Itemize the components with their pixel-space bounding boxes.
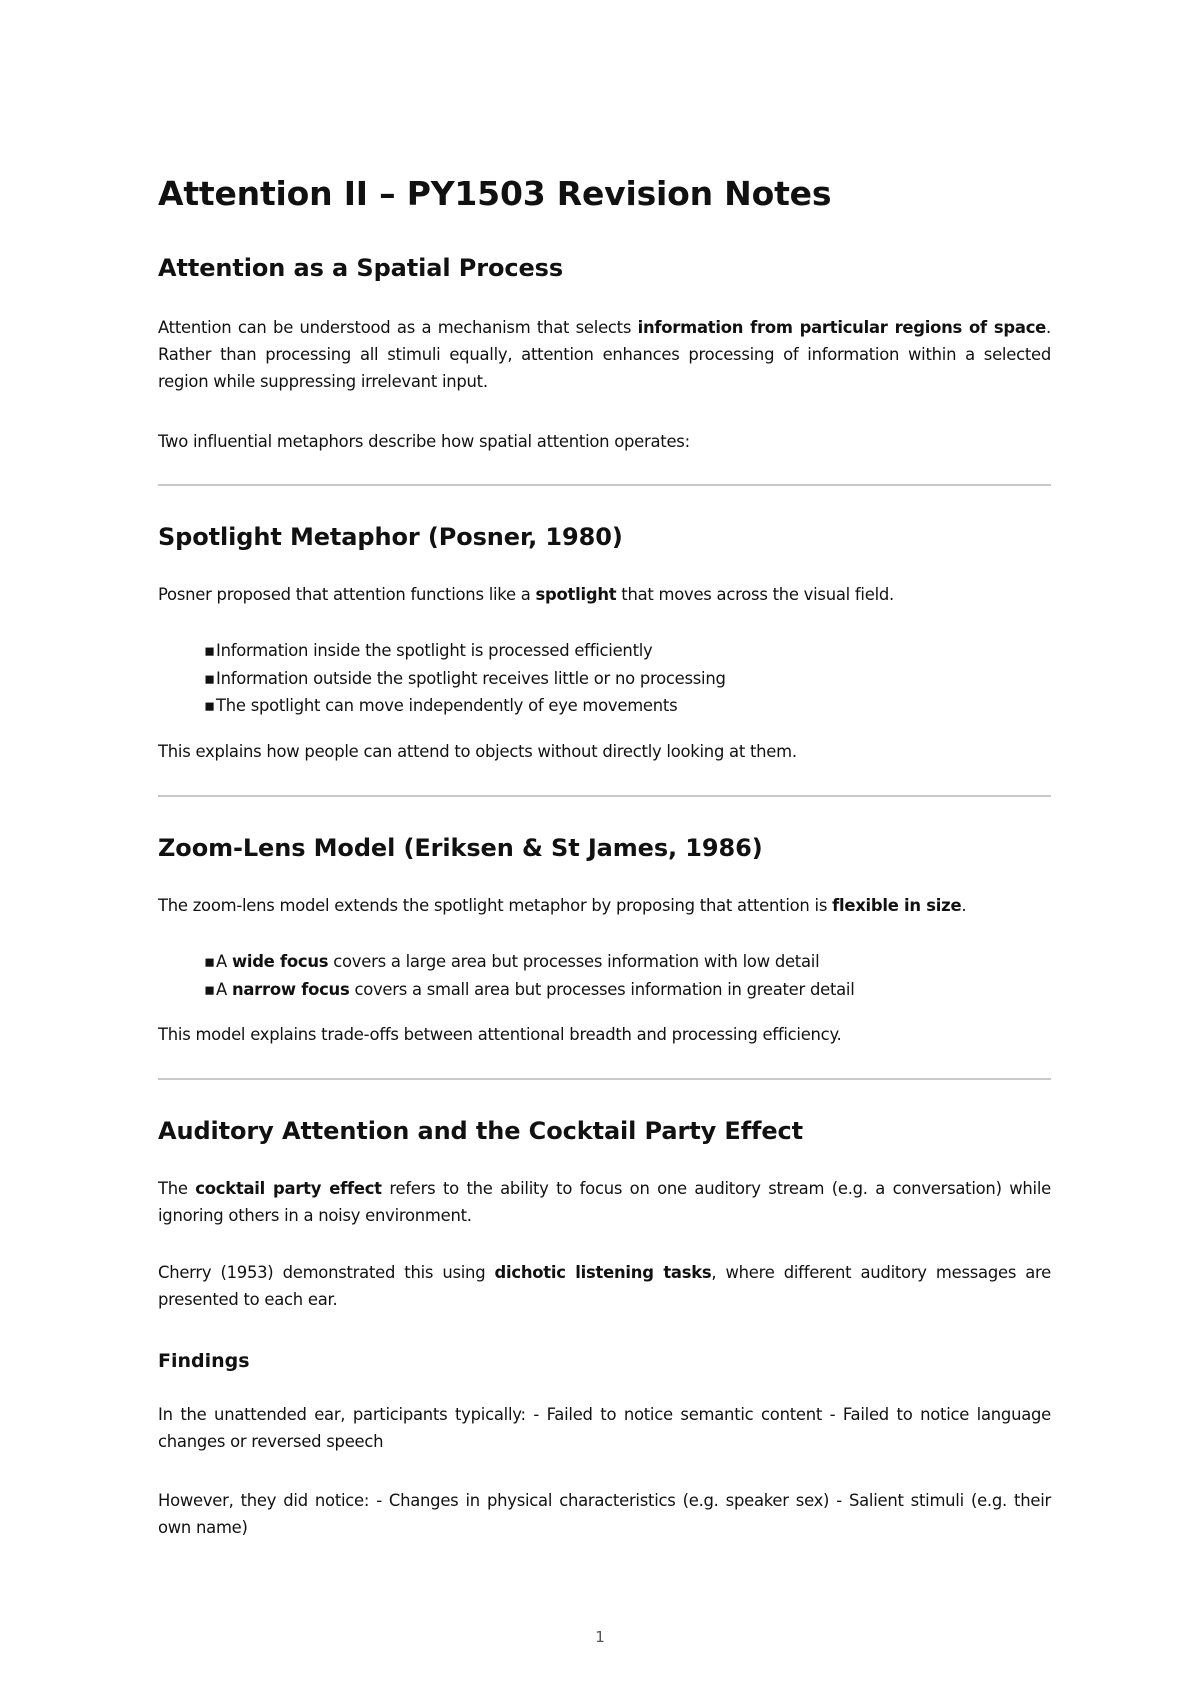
paragraph-unattended-ear: In the unattended ear, participants typically: - Failed to notice semantic content - Failed to notice language changes or reversed speech — [158, 1405, 1051, 1451]
section-heading-spatial-process: Attention as a Spatial Process — [158, 254, 564, 282]
section-heading-spotlight: Spotlight Metaphor (Posner, 1980) — [158, 523, 623, 551]
paragraph-spatial-definition: Attention can be understood as a mechanism that selects information from particular regions of space. Rather than processing all stimuli equally, attention enhances processing of information within a selected region while suppressing irrelevant input. — [158, 318, 1051, 391]
section-divider — [158, 484, 1051, 486]
list-item: ▪A wide focus covers a large area but processes information with low detail — [204, 948, 855, 976]
document-title: Attention II – PY1503 Revision Notes — [158, 174, 832, 213]
bullet-icon: ▪ — [204, 979, 215, 999]
bullet-icon: ▪ — [204, 952, 215, 971]
paragraph-cocktail-party-definition: The cocktail party effect refers to the ability to focus on one auditory stream (e.g. a conversation) while ignoring others in a noisy environment. — [158, 1179, 1051, 1225]
zoom-lens-bullet-list — [204, 948, 855, 1003]
spotlight-bullet-list — [204, 637, 726, 720]
paragraph-spotlight-conclusion: This explains how people can attend to objects without directly looking at them. — [158, 742, 797, 761]
section-divider — [158, 1078, 1051, 1080]
list-item: ▪Information inside the spotlight is processed efficiently — [204, 637, 726, 665]
bullet-icon: ▪ — [204, 668, 215, 688]
page-number: 1 — [595, 1628, 605, 1646]
paragraph-zoom-lens-conclusion: This model explains trade-offs between attentional breadth and processing efficiency. — [158, 1025, 842, 1044]
paragraph-two-metaphors: Two influential metaphors describe how spatial attention operates: — [158, 432, 690, 451]
list-item: ▪A narrow focus covers a small area but processes information in greater detail — [204, 976, 855, 1004]
section-heading-zoom-lens: Zoom-Lens Model (Eriksen & St James, 1986) — [158, 834, 763, 862]
section-divider — [158, 795, 1051, 797]
section-heading-cocktail-party: Auditory Attention and the Cocktail Party Effect — [158, 1117, 804, 1145]
paragraph-zoom-lens-intro: The zoom-lens model extends the spotlight metaphor by proposing that attention is flexible in size. — [158, 896, 967, 915]
paragraph-noticed-changes: However, they did notice: - Changes in physical characteristics (e.g. speaker sex) - Salient stimuli (e.g. their own name) — [158, 1491, 1051, 1537]
bullet-icon: ▪ — [204, 641, 215, 660]
paragraph-cherry-study: Cherry (1953) demonstrated this using dichotic listening tasks, where different auditory messages are presented to each ear. — [158, 1263, 1052, 1309]
bullet-icon: ▪ — [204, 696, 215, 715]
list-item: ▪Information outside the spotlight receives little or no processing — [204, 665, 726, 693]
list-item: ▪The spotlight can move independently of eye movements — [204, 692, 726, 720]
subheading-findings: Findings — [158, 1350, 250, 1372]
paragraph-spotlight-intro: Posner proposed that attention functions like a spotlight that moves across the visual field. — [158, 585, 894, 604]
